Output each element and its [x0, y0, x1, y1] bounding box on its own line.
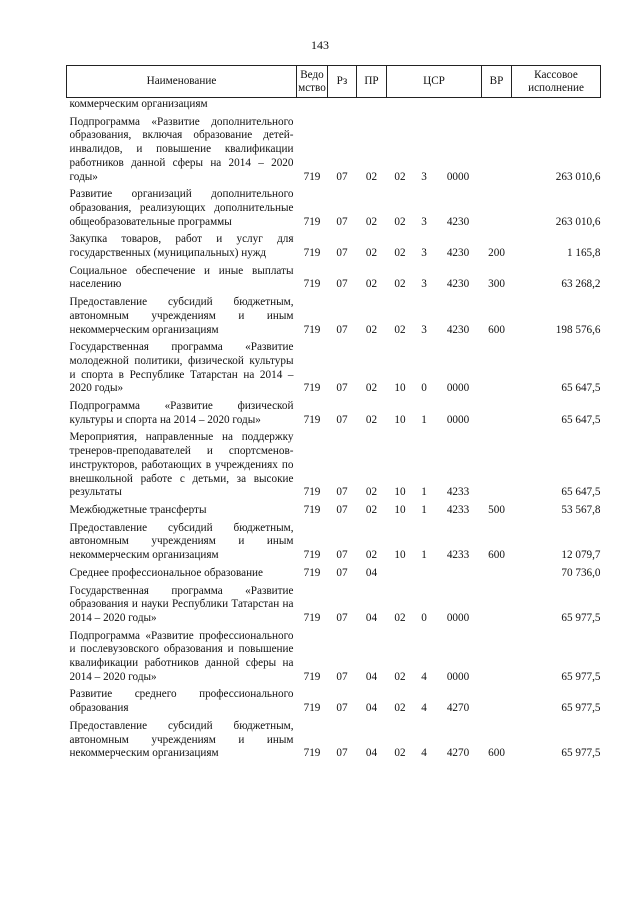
row-vr: 200 [488, 247, 505, 260]
row-sum [512, 98, 601, 112]
row-pr: 04 [365, 566, 378, 579]
row-pr: 02 [365, 323, 378, 336]
table-row [67, 518, 601, 563]
table-body [67, 98, 601, 761]
table-row [67, 427, 601, 500]
row-pr: 04 [365, 611, 378, 624]
row-csr-code: 4270 [446, 747, 470, 760]
row-csr-program: 10 [394, 549, 406, 562]
row-ved: 719 [303, 215, 321, 228]
row-rz: 07 [336, 611, 348, 624]
row-name: Государственная программа «Развитие молодежной политики, физической культуры и спорта в Республике Татарстан на 2014 – 2020 годы» [69, 341, 294, 395]
row-name: Подпрограмма «Развитие профессионального и послевузовского образования и повышение квалификации работников данной сферы на 2014 – 2020 годы» [69, 629, 294, 683]
row-vr [482, 184, 512, 229]
row-csr-program: 02 [394, 247, 406, 260]
row-vr: 300 [488, 278, 505, 291]
row-csr-subprogram: 0 [421, 382, 427, 395]
row-rz: 07 [336, 702, 348, 715]
row-rz: 07 [336, 323, 348, 336]
row-sum: 65 647,5 [561, 486, 601, 499]
row-csr-program: 02 [394, 170, 406, 183]
header-name: Наименование [67, 66, 297, 98]
row-csr-subprogram: 4 [421, 670, 427, 683]
row-rz: 07 [336, 549, 348, 562]
row-csr-subprogram: 3 [421, 170, 427, 183]
row-csr-program: 02 [394, 747, 406, 760]
row-pr: 02 [365, 413, 378, 426]
table-row [67, 292, 601, 337]
row-csr-program: 10 [394, 486, 406, 499]
row-sum: 65 647,5 [561, 382, 601, 395]
row-csr-code: 4233 [446, 486, 470, 499]
row-sum: 1 165,8 [566, 247, 601, 260]
row-csr-code: 4270 [446, 702, 470, 715]
row-csr-program: 02 [394, 702, 406, 715]
row-pr [357, 98, 387, 112]
row-csr-code: 0000 [446, 170, 470, 183]
row-csr-subprogram: 4 [421, 747, 427, 760]
row-ved: 719 [303, 702, 321, 715]
row-vr [482, 684, 512, 715]
row-rz: 07 [336, 503, 348, 516]
row-name: Предоставление субсидий бюджетным, автономным учреждениям и иным некоммерческим организациям [69, 719, 294, 760]
row-csr-code: 4233 [446, 503, 470, 516]
row-pr: 02 [365, 215, 378, 228]
row-ved: 719 [303, 323, 321, 336]
row-csr-subprogram: 3 [421, 323, 427, 336]
table-header-row [67, 66, 601, 98]
row-ved: 719 [303, 413, 321, 426]
row-ved: 719 [303, 503, 321, 516]
row-name: Подпрограмма «Развитие дополнительного образования, включая образование детей-инвалидов, и повышение квалификации работников данной сферы на 2014 – 2020 годы» [69, 115, 294, 183]
row-sum: 65 977,5 [561, 611, 601, 624]
row-csr-code: 0000 [446, 670, 470, 683]
header-csr: ЦСР [387, 66, 482, 98]
row-csr-code [435, 98, 482, 112]
row-ved: 719 [303, 611, 321, 624]
row-csr-program: 10 [394, 413, 406, 426]
header-rz: Рз [328, 66, 357, 98]
row-rz: 07 [336, 747, 348, 760]
row-csr-code: 4230 [446, 247, 470, 260]
table-row [67, 684, 601, 715]
row-name: Подпрограмма «Развитие физической культуры и спорта на 2014 – 2020 годы» [69, 400, 294, 426]
row-ved: 719 [303, 670, 321, 683]
header-pr: ПР [357, 66, 387, 98]
row-pr: 02 [365, 549, 378, 562]
row-pr: 04 [365, 670, 378, 683]
table-row [67, 500, 601, 518]
row-csr-code: 4233 [446, 549, 470, 562]
row-sum: 65 977,5 [561, 747, 601, 760]
row-pr: 02 [365, 503, 378, 516]
table-row [67, 626, 601, 685]
row-name: коммерческим организациям [69, 98, 208, 110]
row-sum: 263 010,6 [555, 215, 601, 228]
row-sum: 65 647,5 [561, 413, 601, 426]
row-pr: 02 [365, 382, 378, 395]
row-sum: 65 977,5 [561, 702, 601, 715]
row-csr-code: 4230 [446, 323, 470, 336]
row-vr: 600 [488, 747, 505, 760]
row-rz: 07 [336, 486, 348, 499]
table-row [67, 112, 601, 185]
row-ved: 719 [303, 486, 321, 499]
row-pr: 02 [365, 247, 378, 260]
row-vr: 500 [488, 503, 505, 516]
header-vr: ВР [482, 66, 512, 98]
row-csr-subprogram [414, 563, 435, 581]
row-csr-program: 02 [394, 278, 406, 291]
row-csr-program: 10 [394, 503, 406, 516]
row-csr-code: 4230 [446, 215, 470, 228]
row-pr: 02 [365, 278, 378, 291]
header-ved: Ведомство [297, 66, 328, 98]
row-sum: 263 010,6 [555, 170, 601, 183]
row-csr-subprogram: 3 [421, 278, 427, 291]
row-name: Мероприятия, направленные на поддержку тренеров-преподавателей и спортсменов-инструкторов, работающих в учреждениях по внешкольной работе с детьми, за высокие результаты [69, 431, 294, 499]
row-sum: 198 576,6 [555, 323, 601, 336]
row-name: Развитие организаций дополнительного образования, реализующих дополнительные общеобразовательные программы [69, 188, 294, 228]
row-pr: 02 [365, 486, 378, 499]
table-row [67, 716, 601, 761]
row-name: Среднее профессиональное образование [69, 566, 264, 579]
row-sum: 63 268,2 [561, 278, 601, 291]
row-csr-code: 0000 [446, 611, 470, 624]
row-csr-subprogram: 1 [421, 549, 427, 562]
row-sum: 70 736,0 [561, 566, 601, 579]
row-csr-program [387, 563, 414, 581]
row-pr: 04 [365, 747, 378, 760]
row-vr [482, 396, 512, 427]
row-csr-subprogram: 1 [421, 413, 427, 426]
row-name: Развитие среднего профессионального образования [69, 688, 294, 715]
row-sum: 12 079,7 [561, 549, 601, 562]
row-sum: 53 567,8 [561, 503, 601, 516]
table-row [67, 184, 601, 229]
row-csr-program: 10 [394, 382, 406, 395]
row-csr-subprogram: 3 [421, 247, 427, 260]
row-vr [482, 337, 512, 396]
row-vr [482, 427, 512, 500]
row-rz: 07 [336, 278, 348, 291]
page-number: 143 [311, 38, 329, 52]
row-ved: 719 [303, 549, 321, 562]
row-csr-subprogram: 1 [421, 486, 427, 499]
row-pr: 02 [365, 170, 378, 183]
row-csr-subprogram: 0 [421, 611, 427, 624]
row-csr-program: 02 [394, 215, 406, 228]
row-rz: 07 [336, 215, 348, 228]
row-vr: 600 [488, 323, 505, 336]
row-csr-program [387, 98, 414, 112]
row-name: Социальное обеспечение и иные выплаты населению [69, 264, 294, 291]
row-csr-program: 02 [394, 611, 406, 624]
row-csr-code [435, 563, 482, 581]
row-rz: 07 [336, 670, 348, 683]
row-ved [297, 98, 328, 112]
row-name: Предоставление субсидий бюджетным, автономным учреждениям и иным некоммерческим организациям [69, 521, 294, 562]
row-rz: 07 [336, 413, 348, 426]
row-rz: 07 [336, 247, 348, 260]
row-csr-subprogram: 3 [421, 215, 427, 228]
budget-table [66, 65, 601, 761]
row-vr [482, 581, 512, 626]
row-name: Предоставление субсидий бюджетным, автономным учреждениям и иным некоммерческим организациям [69, 296, 294, 336]
row-csr-subprogram: 4 [421, 702, 427, 715]
row-vr [482, 112, 512, 185]
row-name: Закупка товаров, работ и услуг для государственных (муниципальных) нужд [69, 233, 294, 260]
table-row [67, 98, 601, 112]
row-rz: 07 [336, 382, 348, 395]
row-rz: 07 [336, 566, 348, 579]
row-ved: 719 [303, 382, 321, 395]
table-row [67, 229, 601, 260]
row-vr: 600 [488, 549, 505, 562]
table-row [67, 581, 601, 626]
row-rz [328, 98, 357, 112]
row-ved: 719 [303, 247, 321, 260]
table-row [67, 261, 601, 292]
row-ved: 719 [303, 278, 321, 291]
row-vr [482, 563, 512, 581]
row-csr-subprogram [414, 98, 435, 112]
row-name: Межбюджетные трансферты [69, 503, 207, 516]
table-row [67, 396, 601, 427]
row-ved: 719 [303, 566, 321, 579]
table-row [67, 337, 601, 396]
row-csr-code: 0000 [446, 382, 470, 395]
row-csr-code: 0000 [446, 413, 470, 426]
table-row [67, 563, 601, 581]
row-vr [482, 626, 512, 685]
row-name: Государственная программа «Развитие образования и науки Республики Татарстан на 2014 – 2020 годы» [69, 584, 294, 624]
row-sum: 65 977,5 [561, 670, 601, 683]
row-csr-code: 4230 [446, 278, 470, 291]
row-csr-program: 02 [394, 670, 406, 683]
row-rz: 07 [336, 170, 348, 183]
row-csr-program: 02 [394, 323, 406, 336]
row-ved: 719 [303, 747, 321, 760]
row-pr: 04 [365, 702, 378, 715]
row-vr [482, 98, 512, 112]
header-sum: Кассовое исполнение [512, 66, 601, 98]
row-csr-subprogram: 1 [421, 503, 427, 516]
row-ved: 719 [303, 170, 321, 183]
